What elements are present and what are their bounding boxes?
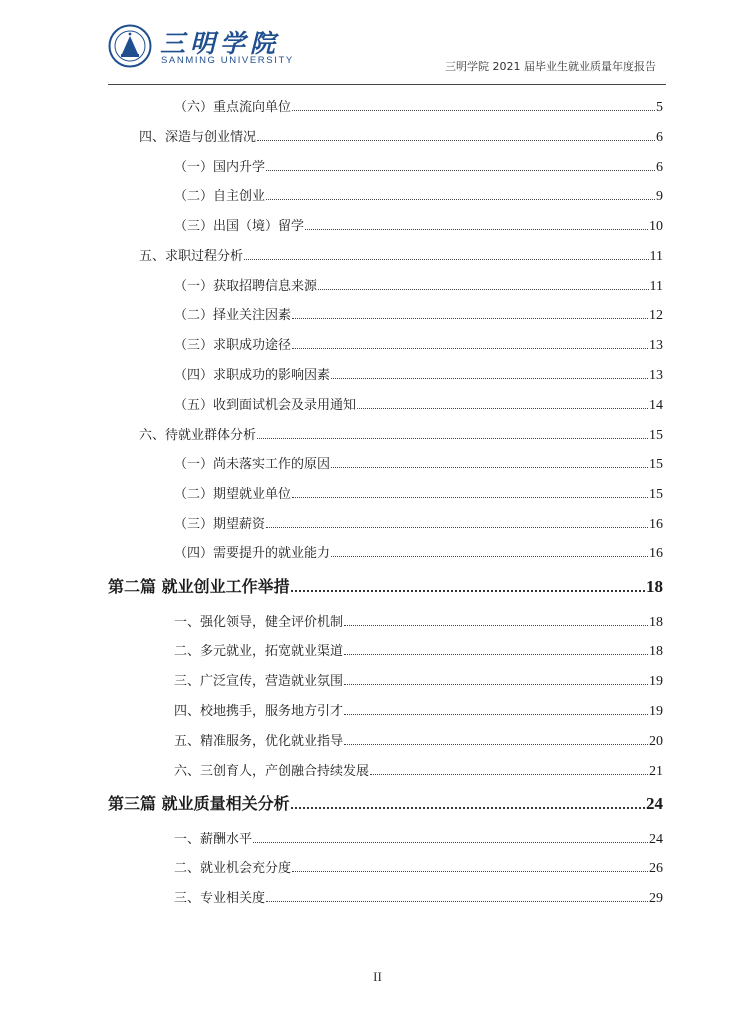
toc-entry-page: 19 [649,704,663,719]
toc-leader [331,467,648,468]
toc-leader [291,590,645,592]
toc-entry-page: 10 [649,219,663,234]
toc-leader [244,259,649,260]
toc-leader [266,170,655,171]
toc-entry-page: 21 [649,764,663,779]
toc-entry[interactable] [174,483,663,503]
toc-leader [305,229,648,230]
toc-leader [370,774,648,775]
logo-chinese: 三明学院 [160,29,281,58]
toc-entry-label: （二）期望就业单位 [174,487,292,502]
toc-entry[interactable] [139,424,663,444]
toc-entry-label: 四、深造与创业情况 [139,130,257,145]
toc-entry-page: 16 [649,546,663,561]
logo-english: SANMING UNIVERSITY [161,55,294,66]
toc-leader [257,438,648,439]
toc-entry-label: （三）求职成功途径 [174,338,292,353]
toc-entry-label: 五、求职过程分析 [139,249,244,264]
toc-entry-label: 三、专业相关度 [174,891,266,906]
toc-entry-page: 24 [649,832,663,847]
toc-entry-label: 三、广泛宣传，营造就业氛围 [174,674,344,689]
toc-entry-label: （三）期望薪资 [174,517,266,532]
toc-leader [292,318,648,319]
toc-entry-page: 18 [646,577,663,596]
header-divider [108,84,666,85]
toc-part-heading[interactable] [108,574,663,597]
toc-leader [331,378,648,379]
toc-leader [253,842,648,843]
toc-entry-label: （四）求职成功的影响因素 [174,368,331,383]
toc-leader [344,744,648,745]
toc-entry-label: 六、待就业群体分析 [139,428,257,443]
toc-leader [331,556,648,557]
toc-entry-page: 12 [649,308,663,323]
toc-leader [344,714,648,715]
toc-leader [257,140,655,141]
toc-entry[interactable] [139,126,663,146]
toc-entry-label: （六）重点流向单位 [174,100,292,115]
toc-entry[interactable] [174,513,663,533]
document-title: 三明学院 2021 届毕业生就业质量年度报告 [445,60,656,73]
toc-entry[interactable] [174,760,663,780]
toc-entry-page: 14 [649,398,663,413]
toc-leader [292,497,648,498]
toc-entry[interactable] [174,156,663,176]
toc-leader [292,348,648,349]
toc-entry[interactable] [174,304,663,324]
toc-entry[interactable] [174,185,663,205]
toc-entry-page: 15 [649,428,663,443]
toc-entry-page: 9 [656,189,663,204]
toc-entry[interactable] [139,245,663,265]
toc-entry-page: 20 [649,734,663,749]
toc-entry-page: 5 [656,100,663,115]
toc-part-heading[interactable] [108,791,663,814]
toc-entry-label: 四、校地携手，服务地方引才 [174,704,344,719]
toc-leader [292,871,648,872]
toc-entry-label: 二、就业机会充分度 [174,861,292,876]
toc-leader [344,684,648,685]
toc-entry-label: （二）自主创业 [174,189,266,204]
toc-leader [266,199,655,200]
toc-entry-page: 15 [649,487,663,502]
toc-entry-label: （三）出国（境）留学 [174,219,305,234]
toc-leader [266,527,648,528]
toc-entry-label: 六、三创育人，产创融合持续发展 [174,764,370,779]
toc-entry[interactable] [174,700,663,720]
toc-entry-label: （一）获取招聘信息来源 [174,279,318,294]
toc-leader [318,289,649,290]
toc-leader [291,807,645,809]
toc-entry[interactable] [174,334,663,354]
toc-entry[interactable] [174,857,663,877]
toc-entry-page: 13 [649,338,663,353]
toc-entry-label: （一）国内升学 [174,160,266,175]
toc-entry-page: 24 [646,794,663,813]
toc-entry-label: 第三篇 就业质量相关分析 [108,794,290,813]
toc-entry-page: 18 [649,644,663,659]
toc-entry-label: 一、薪酬水平 [174,832,253,847]
toc-entry[interactable] [174,730,663,750]
toc-entry-page: 29 [649,891,663,906]
toc-leader [292,110,655,111]
toc-leader [344,654,648,655]
toc-leader [266,901,648,902]
toc-entry[interactable] [174,887,663,907]
toc-entry-label: 五、精准服务，优化就业指导 [174,734,344,749]
toc-entry-page: 15 [649,457,663,472]
toc-entry-label: 二、多元就业，拓宽就业渠道 [174,644,344,659]
toc-entry[interactable] [174,542,663,562]
page-number: II [373,969,382,984]
toc-entry-page: 6 [656,130,663,145]
toc-entry[interactable] [174,828,663,848]
toc-leader [357,408,648,409]
toc-entry-page: 6 [656,160,663,175]
toc-entry-label: 一、强化领导，健全评价机制 [174,615,344,630]
toc-entry-page: 16 [649,517,663,532]
toc-entry[interactable] [174,364,663,384]
toc-entry[interactable] [174,640,663,660]
toc-entry[interactable] [174,670,663,690]
toc-entry-page: 18 [649,615,663,630]
toc-entry[interactable] [174,275,663,295]
toc-entry[interactable] [174,453,663,473]
toc-entry-label: （二）择业关注因素 [174,308,292,323]
toc-entry-page: 11 [649,279,663,294]
toc-entry-page: 19 [649,674,663,689]
toc-leader [344,625,648,626]
toc-entry-label: 第二篇 就业创业工作举措 [108,577,290,596]
toc-entry[interactable] [174,394,663,414]
university-seal-icon [108,24,152,68]
toc-entry-page: 11 [649,249,663,264]
toc-entry[interactable] [174,96,663,116]
toc-entry-page: 26 [649,861,663,876]
toc-entry-label: （五）收到面试机会及录用通知 [174,398,357,413]
toc-entry-label: （四）需要提升的就业能力 [174,546,331,561]
toc-entry[interactable] [174,215,663,235]
page-header [108,22,668,84]
toc-entry-page: 13 [649,368,663,383]
toc-entry-label: （一）尚未落实工作的原因 [174,457,331,472]
toc-entry[interactable] [174,611,663,631]
